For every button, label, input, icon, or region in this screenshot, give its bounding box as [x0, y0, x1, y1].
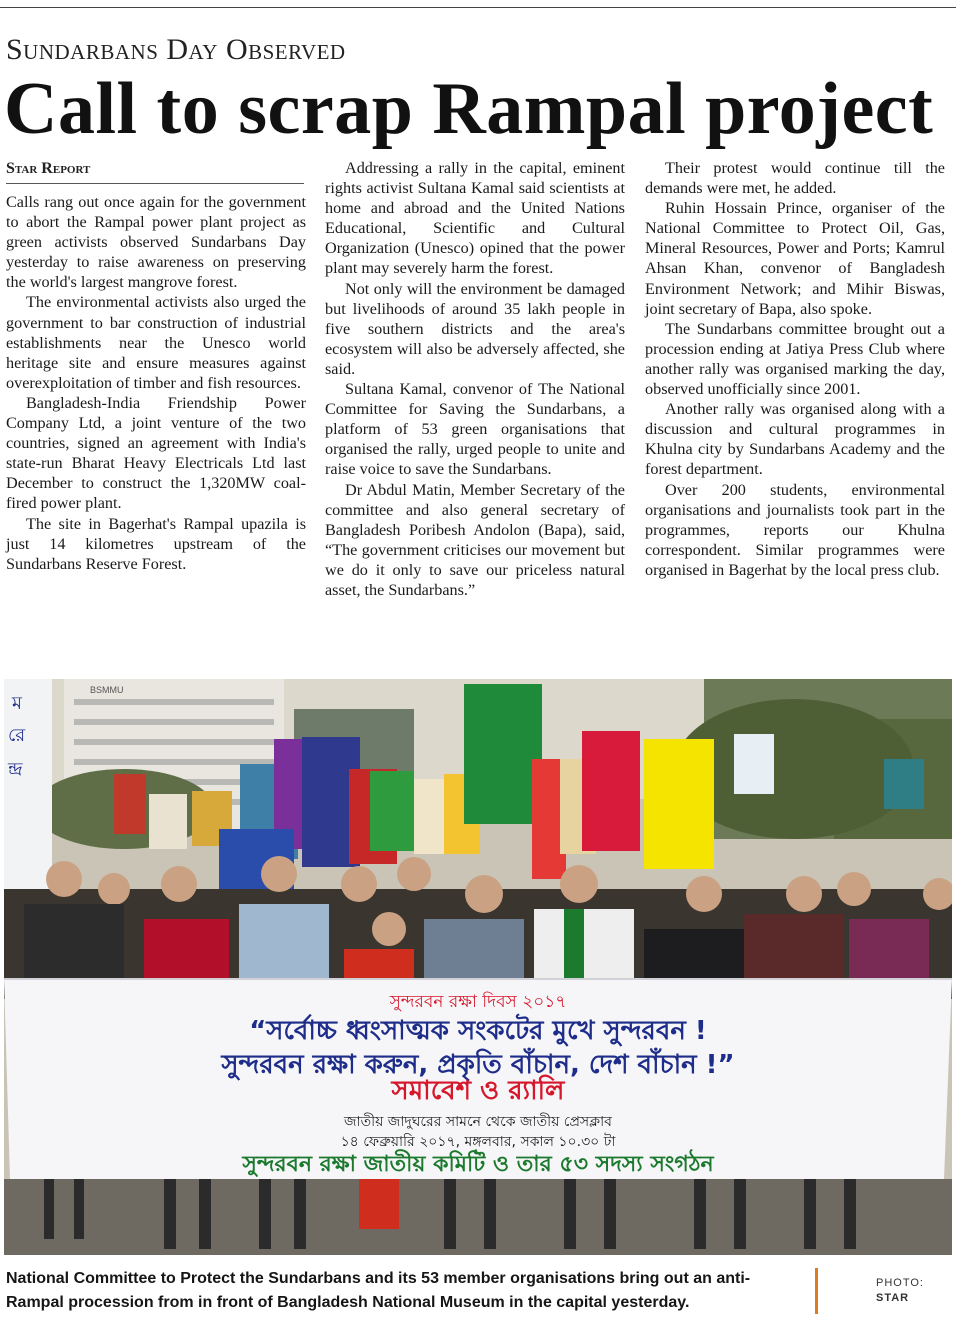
paragraph: Dr Abdul Matin, Member Secretary of the committee and also general secretary of Bangladesh Poribesh Andolon (Bapa), said, “The government criticises our movement but we do it only to save our priceless natural asset, the Sundarbans.”	[325, 480, 625, 599]
kicker: Sundarbans Day Observed	[6, 33, 346, 66]
photo-credit	[876, 1276, 924, 1306]
svg-text:ন্দ্র: ন্দ্র	[8, 759, 23, 780]
photo-caption: National Committee to Protect the Sundarbans and its 53 member organisations bring out an anti-Rampal procession from in front of Bangladesh National Museum in the capital yesterday.	[6, 1270, 751, 1311]
paragraph: The Sundarbans committee brought out a procession ending at Jatiya Press Club where another rally was organised marking the day, observed unofficially since 2001.	[645, 319, 945, 399]
photo-credit-source: STAR	[876, 1292, 910, 1304]
protest-banner	[4, 979, 952, 1179]
headline: Call to scrap Rampal project	[4, 68, 934, 150]
paragraph: Ruhin Hossain Prince, organiser of the National Committee to Protect Oil, Gas, Mineral Resources, Power and Ports; Kamrul Ahsan Khan, convenor of Bangladesh Environment Network; and Mihir Biswas, joint secretary of Bapa, also spoke.	[645, 199, 945, 318]
paragraph: Over 200 students, environmental organisations and journalists took part in the programmes, reports our Khulna correspondent. Similar programmes were organised in Bagerhat by the local press club.	[645, 480, 945, 579]
article-column-3	[645, 158, 945, 580]
caption-accent-bar	[815, 1268, 818, 1314]
article-column-2	[325, 158, 625, 600]
paragraph: Addressing a rally in the capital, eminent rights activist Sultana Kamal said scientists at home and abroad and the United Nations Educational, Scientific and Cultural Organization (Unesco) opined that the power plant may severely harm the forest.	[325, 159, 625, 278]
banner-line-7: সুন্দরবন রক্ষা জাতীয় কমিটি ও তার ৫৩ সদস্য সংগঠন	[242, 1152, 714, 1177]
paragraph: Bangladesh-India Friendship Power Company Ltd, a joint venture of the two countries, signed an agreement with India's state-run Bharat Heavy Electricals Ltd last December to construct the 1,320MW coal-fired power plant.	[6, 393, 306, 513]
photo-credit-label: PHOTO:	[876, 1277, 924, 1289]
article-column-1	[6, 192, 306, 574]
banner-line-1: সুন্দরবন রক্ষা দিবস ২০১৭	[389, 992, 567, 1012]
banner-line-5: জাতীয় জাদুঘরের সামনে থেকে জাতীয় প্রেসক্লাব	[344, 1114, 612, 1130]
banner-line-3: সুন্দরবন রক্ষা করুন, প্রকৃতি বাঁচান, দেশ বাঁচান !”	[221, 1050, 735, 1080]
building-sign: BSMMU	[90, 685, 124, 695]
paragraph: The site in Bagerhat's Rampal upazila is just 14 kilometres upstream of the Sundarbans Reserve Forest.	[6, 514, 306, 573]
paragraph: Not only will the environment be damaged but livelihoods of around 35 lakh people in five southern districts and the area's ecosystem will also be adversely affected, she said.	[325, 279, 625, 378]
byline: Star Report	[6, 160, 91, 177]
banner-line-6: ১৪ ফেব্রুয়ারি ২০১৭, মঙ্গলবার, সকাল ১০.৩০ টা	[340, 1134, 616, 1150]
rally-photo	[4, 679, 952, 1255]
svg-text:ম: ম	[12, 693, 22, 714]
paragraph: Calls rang out once again for the government to abort the Rampal power plant project as green activists observed Sundarbans Day yesterday to raise awareness on preserving the world's largest mangrove forest.	[6, 193, 306, 292]
banner-line-2: “সর্বোচ্চ ধ্বংসাত্মক সংকটের মুখে সুন্দরবন !	[249, 1016, 707, 1046]
paragraph: Sultana Kamal, convenor of The National Committee for Saving the Sundarbans, a platform of 53 green organisations that organised the rally, urged people to unite and raise voice to save the Sundarbans.	[325, 380, 625, 479]
paragraph: Another rally was organised along with a discussion and cultural programmes in Khulna city by Sundarbans Academy and the forest department.	[645, 400, 945, 479]
paragraph: The environmental activists also urged the government to bar construction of industrial establishments near the Unesco world heritage site and ensure measures against overexploitation of timber and fish resources.	[6, 293, 306, 392]
svg-text:রে: রে	[8, 725, 26, 746]
banner-line-4: সমাবেশ ও র‍্যালি	[391, 1076, 565, 1106]
top-rule	[0, 7, 956, 8]
paragraph: Their protest would continue till the demands were met, he added.	[645, 159, 945, 198]
byline-rule	[6, 183, 304, 184]
